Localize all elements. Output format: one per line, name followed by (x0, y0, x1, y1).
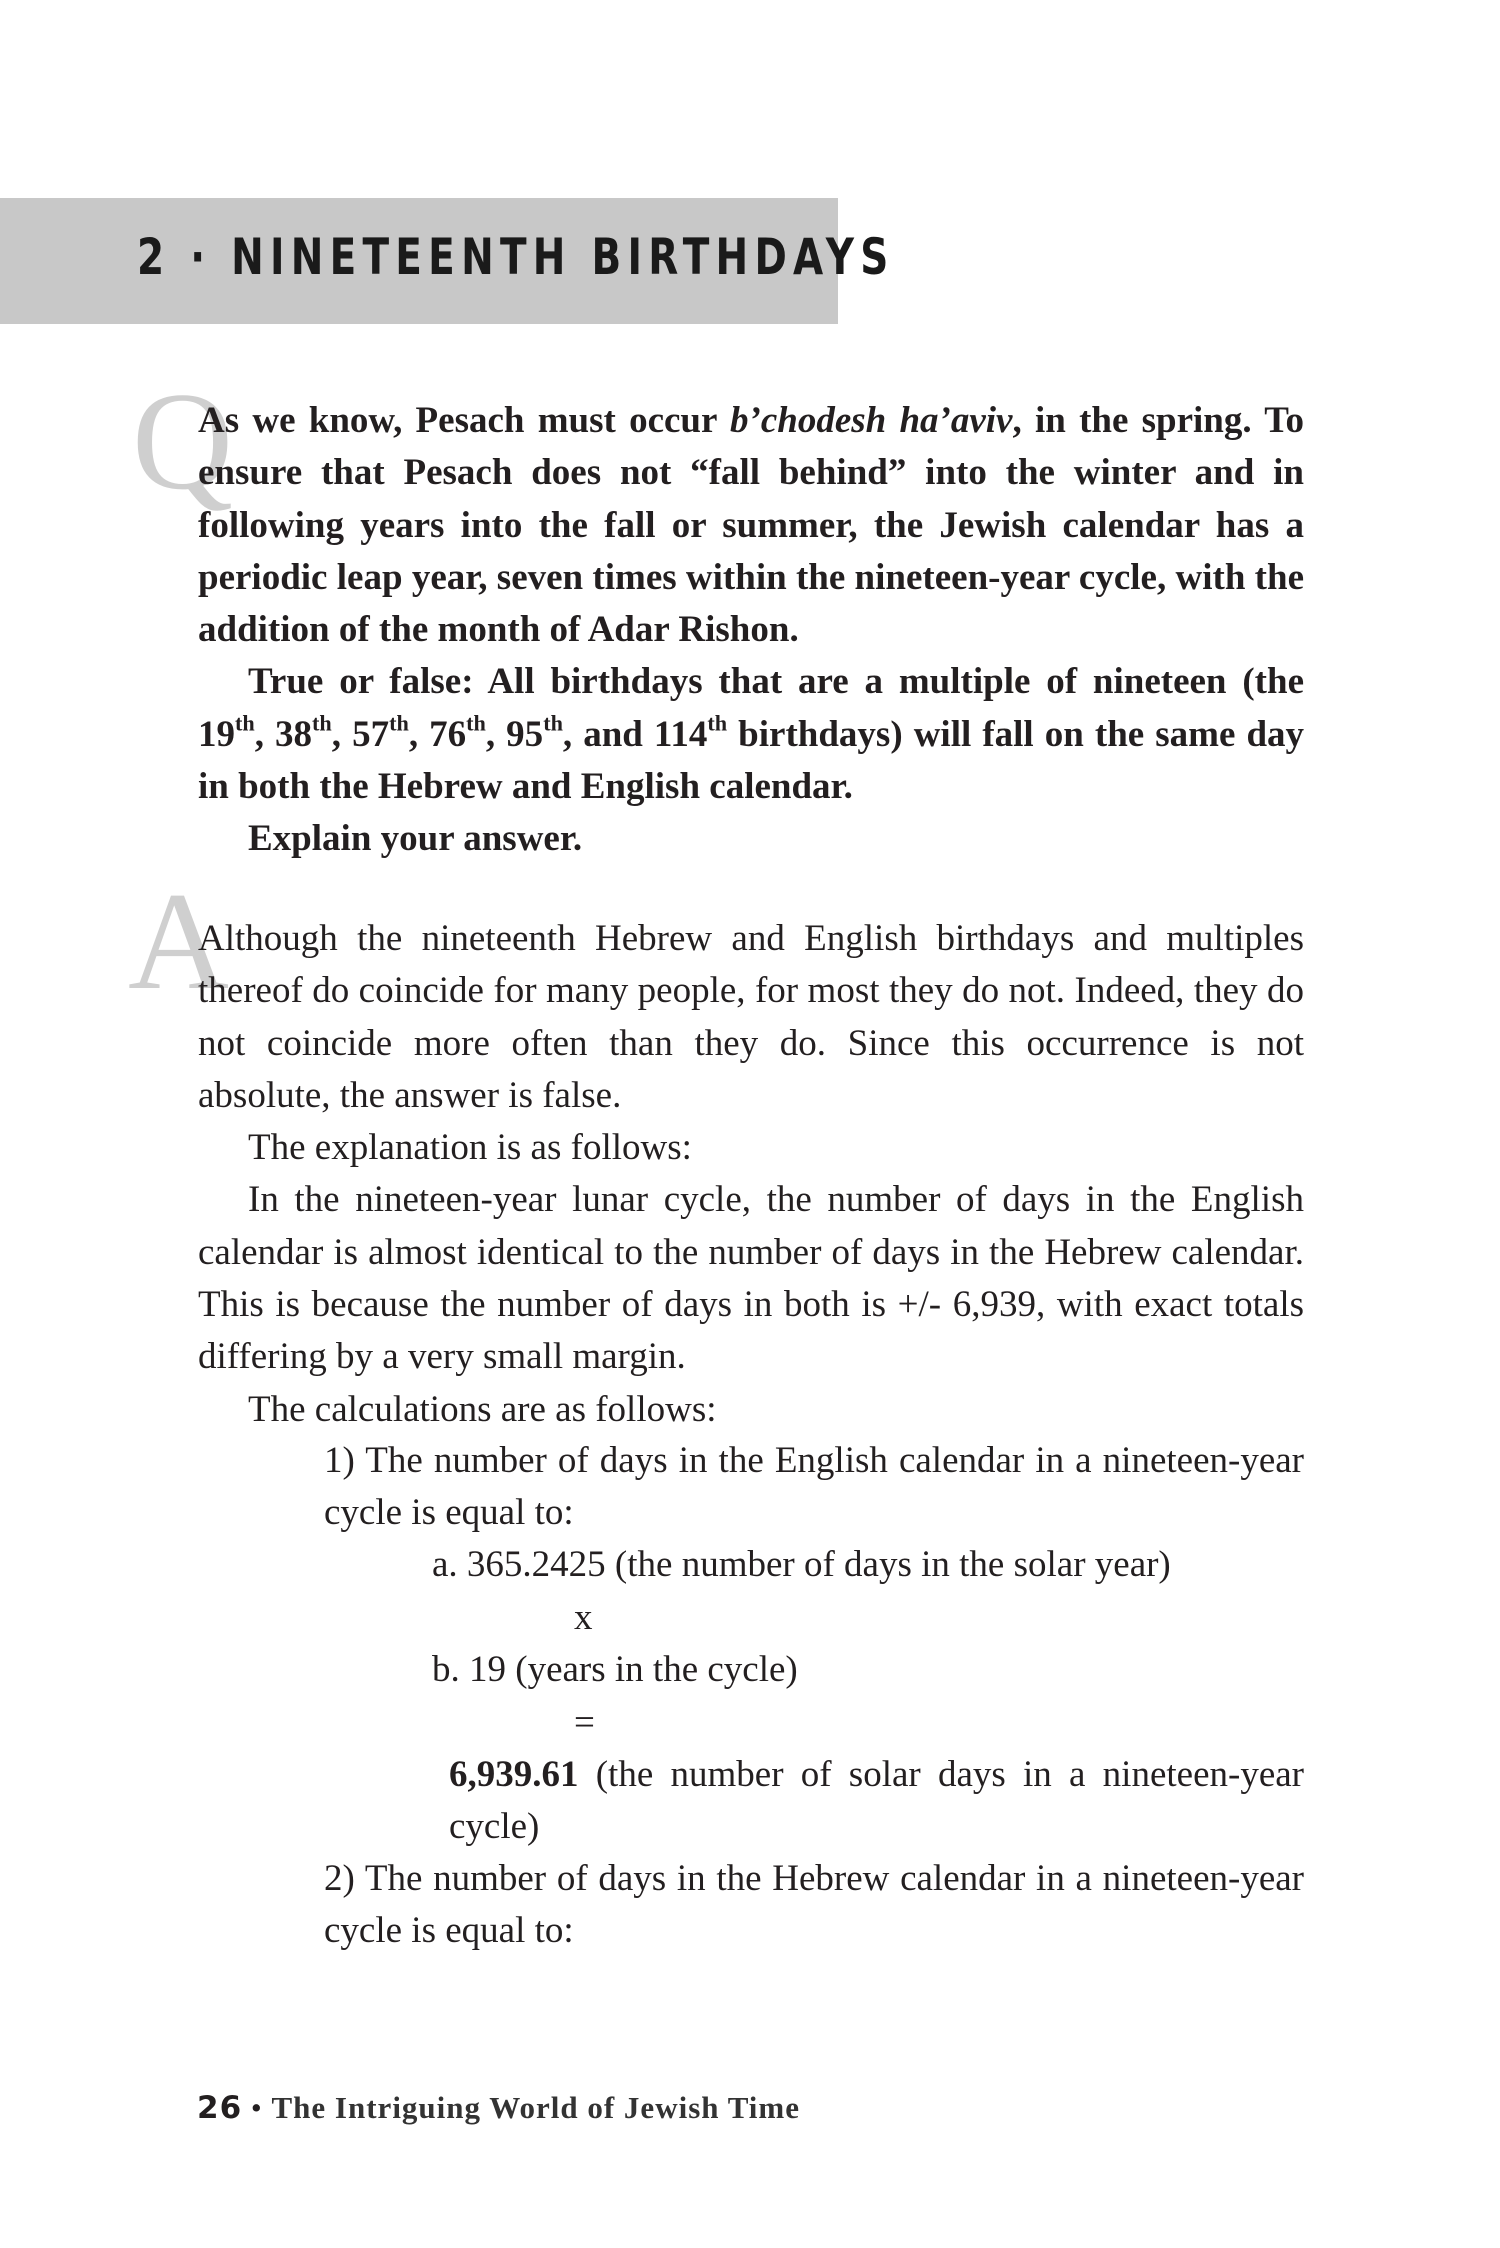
calc-1-equals: = (574, 1702, 595, 1743)
calc-1-line-b: b. 19 (years in the cycle) (432, 1649, 798, 1690)
answer-paragraph-2: The explanation is as follows: (248, 1127, 692, 1169)
calc-1-result: 6,939.61 (the number of solar days in a nineteen-year cycle) (449, 1754, 1304, 1848)
page-footer (197, 2090, 800, 2126)
footer-separator: • (242, 2090, 272, 2125)
answer-dropcap: A (128, 864, 230, 1019)
calc-1-times: x (574, 1597, 593, 1638)
answer-paragraph-4: The calculations are as follows: (248, 1388, 717, 1430)
answer-paragraph-1: Although the nineteenth Hebrew and English birthdays and multiples thereof do coincide for many people, for most they do not. Indeed, they do not coincide more often than they do. Since this occurrence is not absolute, the answer is false. (198, 918, 1304, 1116)
question-true-false: True or false: All birthdays that are a multiple of nineteen (the 19th, 38th, 57th, 76th, 95th, and 114th birthdays) will fall on the same day in both the Hebrew and English calendar. (198, 661, 1305, 808)
calc-2-heading: 2) The number of days in the Hebrew calendar in a nineteen-year cycle is equal to: (324, 1858, 1304, 1952)
calc-1-line-a: a. 365.2425 (the number of days in the solar year) (432, 1544, 1171, 1585)
answer-paragraph-3: In the nineteen-year lunar cycle, the number of days in the English calendar is almost identical to the number of days in the Hebrew calendar. This is because the number of days in both is +/- 6,939, with exact totals differing by a very small margin. (198, 1179, 1304, 1378)
question-explain: Explain your answer. (248, 818, 583, 860)
question-paragraph: As we know, Pesach must occur b’chodesh ha’aviv, in the spring. To ensure that Pesach does not “fall behind” into the winter and in following years into the fall or summer, the Jewish calendar has a periodic leap year, seven times within the nineteen-year cycle, with the addition of the month of Adar Rishon. (198, 400, 1304, 651)
question-dropcap: Q (132, 364, 234, 519)
question-block (198, 395, 1304, 866)
page-number: 26 (197, 2090, 243, 2126)
answer-block (198, 913, 1304, 1436)
calc-1-heading: 1) The number of days in the English calendar in a nineteen-year cycle is equal to: (324, 1440, 1304, 1534)
book-title: The Intriguing World of Jewish Time (271, 2090, 801, 2125)
chapter-title: 2 · NINETEENTH BIRTHDAYS (137, 228, 895, 286)
